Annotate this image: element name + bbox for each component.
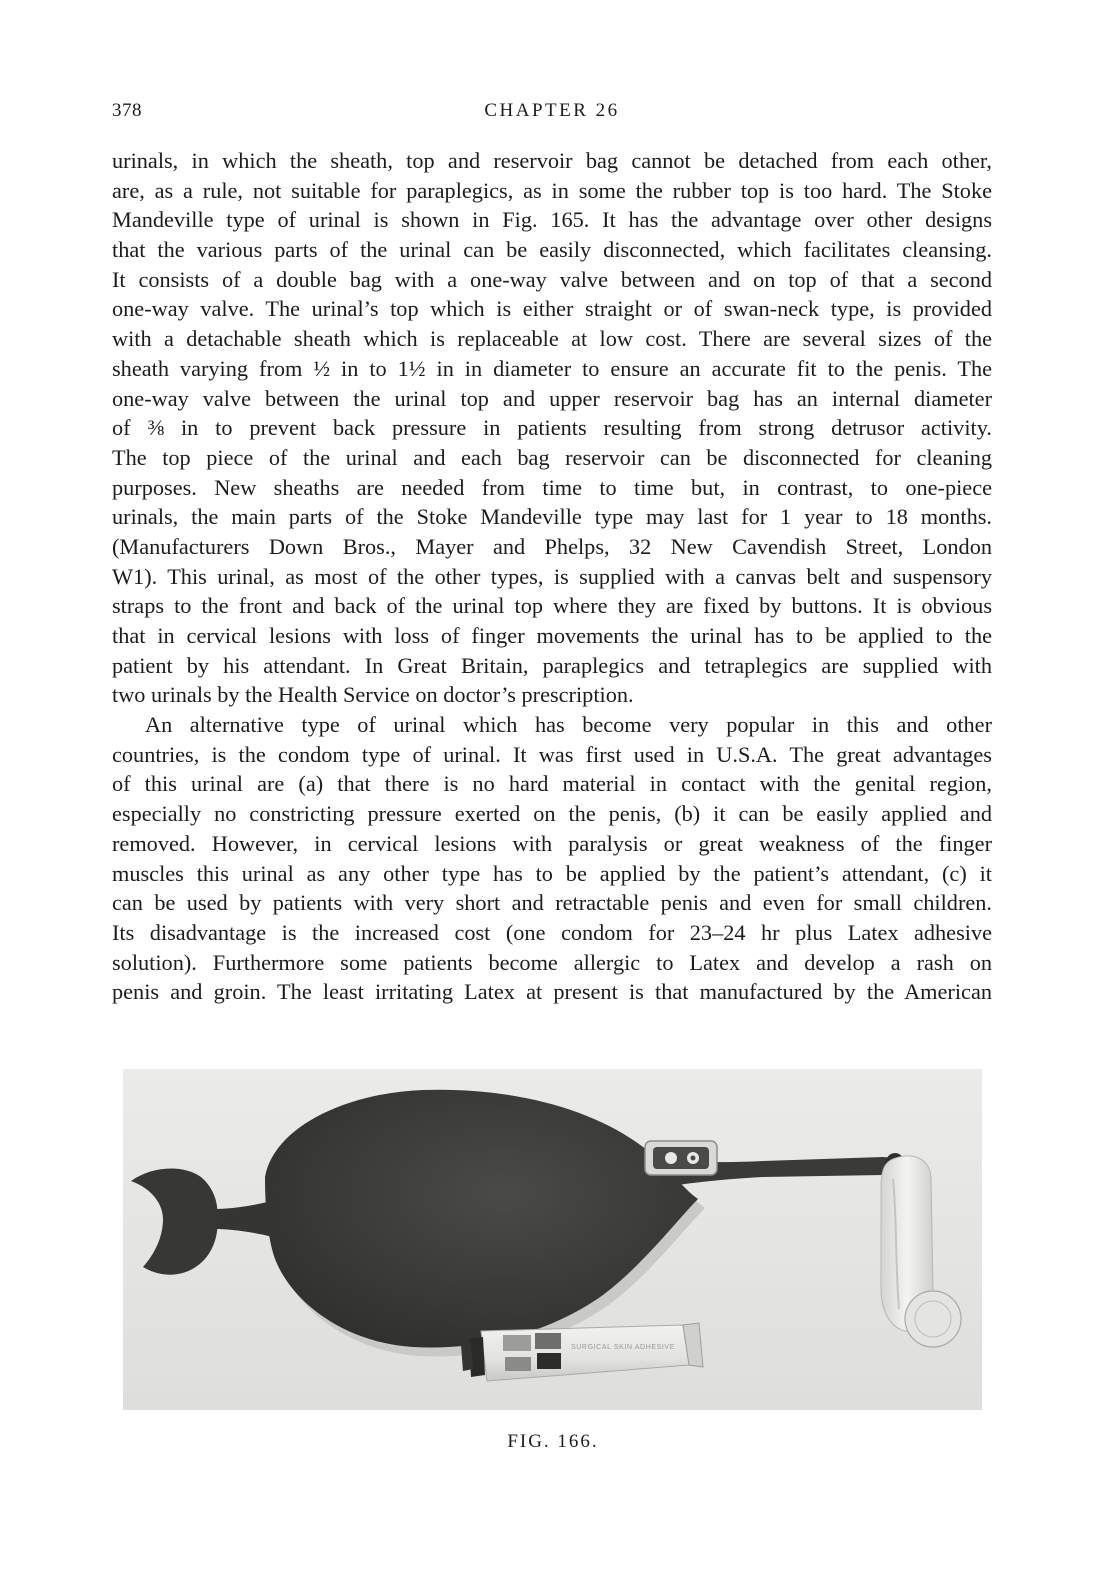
- page-header: [112, 100, 992, 130]
- tube-label-block: [505, 1357, 531, 1371]
- text-line: (Manufacturers Down Bros., Mayer and Phelps, 32 New Cavendish Street, London: [112, 533, 992, 559]
- running-head: CHAPTER 26: [484, 100, 620, 121]
- text-line: The top piece of the urinal and each bag reservoir can be disconnected for cleaning: [112, 444, 992, 470]
- text-line: removed. However, in cervical lesions with paralysis or great weakness of the finger: [112, 830, 992, 856]
- text-line: that the various parts of the urinal can be easily disconnected, which facilitates cleansing.: [112, 237, 992, 263]
- tube-logo: [537, 1353, 561, 1369]
- text-line: with a detachable sheath which is replaceable at low cost. There are several sizes of the: [112, 326, 992, 352]
- text-line: that in cervical lesions with loss of finger movements the urinal has to be applied to the: [112, 623, 992, 648]
- text-line: muscles this urinal as any other type has to be applied by the patient’s attendant, (c) it: [112, 860, 992, 886]
- text-line: of ⅜ in to prevent back pressure in patients resulting from strong detrusor activity.: [112, 415, 992, 441]
- text-line: one-way valve between the urinal top and upper reservoir bag has an internal diameter: [112, 385, 992, 411]
- text-line: purposes. New sheaths are needed from time to time but, in contrast, to one-piece: [112, 474, 992, 500]
- text-line: Mandeville type of urinal is shown in Fig. 165. It has the advantage over other designs: [112, 207, 992, 233]
- text-line: patient by his attendant. In Great Britain, paraplegics and tetraplegics are supplied with: [112, 652, 992, 678]
- text-line: countries, is the condom type of urinal. It was first used in U.S.A. The great advantages: [112, 741, 992, 767]
- buckle-button: [665, 1152, 677, 1164]
- text-line: It consists of a double bag with a one-way valve between and on top of that a second: [112, 266, 992, 292]
- tube-label-text: SURGICAL SKIN ADHESIVE: [571, 1344, 675, 1351]
- buckle-plate: [653, 1147, 709, 1169]
- text-line: Its disadvantage is the increased cost (one condom for 23–24 hr plus Latex adhesive: [112, 919, 992, 945]
- tube-label-block: [503, 1335, 531, 1351]
- body-text: [112, 146, 992, 1007]
- buckle-button-center: [691, 1156, 696, 1161]
- text-line: of this urinal are (a) that there is no hard material in contact with the genital region,: [112, 771, 992, 797]
- text-line: urinals, in which the sheath, top and reservoir bag cannot be detached from each other,: [112, 148, 992, 173]
- text-line: can be used by patients with very short and retractable penis and even for small children.: [112, 890, 992, 916]
- text-line: W1). This urinal, as most of the other types, is supplied with a canvas belt and suspensory: [112, 563, 992, 589]
- figure-photo: [123, 1069, 982, 1410]
- figure-caption: FIG. 166.: [507, 1431, 599, 1452]
- tube-cap-tip: [461, 1343, 473, 1371]
- urinal-photo-illustration: [123, 1069, 982, 1410]
- page-number: 378: [112, 100, 142, 121]
- text-line: especially no constricting pressure exerted on the penis, (b) it can be easily applied and: [112, 801, 992, 827]
- tube-label-block: [535, 1333, 561, 1349]
- text-line: are, as a rule, not suitable for paraplegics, as in some the rubber top is too hard. The Stoke: [112, 177, 992, 203]
- rolled-sheath: [905, 1291, 961, 1347]
- text-line: An alternative type of urinal which has become very popular in this and other: [145, 712, 992, 738]
- text-line: solution). Furthermore some patients become allergic to Latex and develop a rash on: [112, 949, 992, 975]
- text-line: two urinals by the Health Service on doctor’s prescription.: [112, 682, 634, 708]
- text-line: one-way valve. The urinal’s top which is either straight or of swan-neck type, is provided: [112, 296, 992, 322]
- text-line: straps to the front and back of the urinal top where they are fixed by buttons. It is obvious: [112, 593, 992, 619]
- text-line: urinals, the main parts of the Stoke Mandeville type may last for 1 year to 18 months.: [112, 504, 992, 530]
- text-line: penis and groin. The least irritating Latex at present is that manufactured by the American: [112, 979, 992, 1005]
- text-line: sheath varying from ½ in to 1½ in in diameter to ensure an accurate fit to the penis. The: [112, 355, 992, 381]
